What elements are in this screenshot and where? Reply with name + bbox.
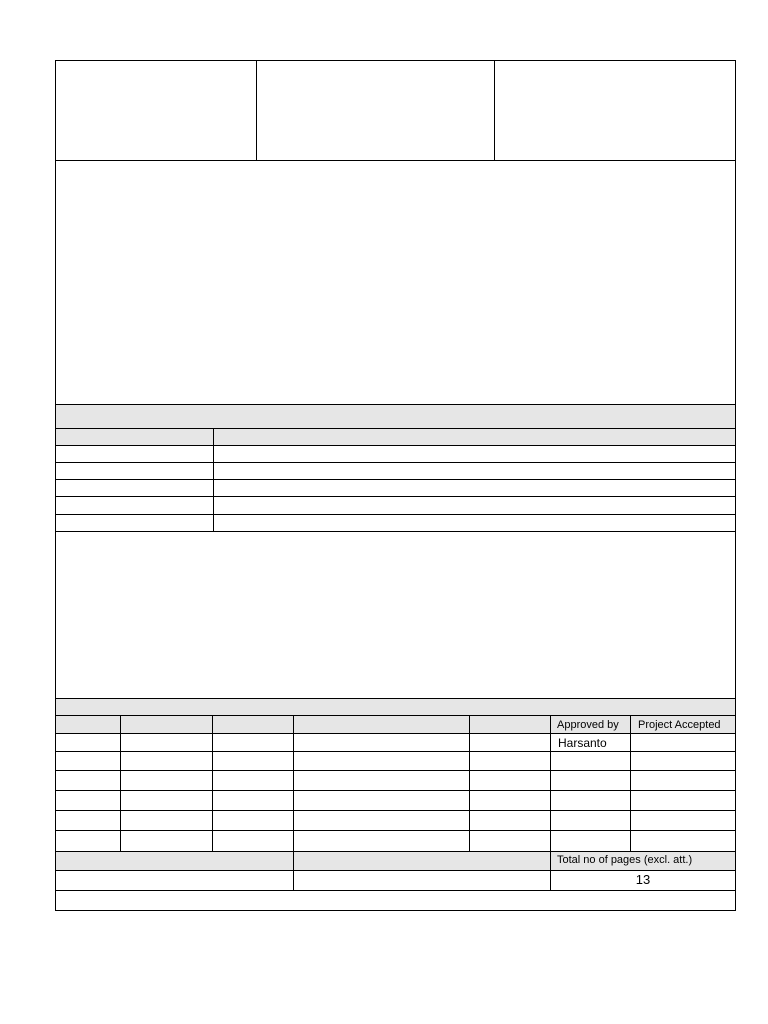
rev-rule-1 xyxy=(55,698,736,699)
project-accepted-header: Project Accepted xyxy=(638,719,721,731)
frame-right xyxy=(735,60,736,911)
header-divider-2 xyxy=(494,60,495,160)
header-divider-1 xyxy=(256,60,257,160)
total-pages-value: 13 xyxy=(635,872,651,887)
rev-col-divider-1 xyxy=(120,715,121,851)
rev-rule-4 xyxy=(55,751,736,752)
frame-bottom xyxy=(55,910,736,911)
document-info-header-band xyxy=(56,404,735,428)
header-bottom-rule xyxy=(55,160,736,161)
rev-col-divider-2 xyxy=(212,715,213,851)
info-column-divider xyxy=(213,428,214,531)
info-rule-5 xyxy=(55,479,736,480)
rev-rule-7 xyxy=(55,810,736,811)
rev-col-divider-4 xyxy=(469,715,470,851)
info-rule-4 xyxy=(55,462,736,463)
revision-column-header xyxy=(56,715,735,733)
info-rule-8 xyxy=(55,531,736,532)
rev-rule-6 xyxy=(55,790,736,791)
approved-by-value: Harsanto xyxy=(558,736,607,750)
info-rule-6 xyxy=(55,496,736,497)
rev-rule-9 xyxy=(55,851,736,852)
document-info-column-header xyxy=(56,428,735,445)
info-rule-1 xyxy=(55,404,736,405)
revision-header-band xyxy=(56,698,735,715)
rev-col-divider-3 xyxy=(293,715,294,890)
rev-col-divider-5 xyxy=(550,715,551,890)
rev-rule-5 xyxy=(55,770,736,771)
frame-top xyxy=(55,60,736,61)
rev-rule-8 xyxy=(55,830,736,831)
frame-left xyxy=(55,60,56,911)
rev-col-divider-6 xyxy=(630,715,631,851)
approved-by-header: Approved by xyxy=(557,719,619,731)
rev-rule-3 xyxy=(55,733,736,734)
rev-rule-10 xyxy=(55,870,736,871)
rev-rule-2 xyxy=(55,715,736,716)
info-rule-3 xyxy=(55,445,736,446)
total-pages-label: Total no of pages (excl. att.) xyxy=(557,854,693,866)
info-rule-2 xyxy=(55,428,736,429)
rev-rule-11 xyxy=(55,890,736,891)
info-rule-7 xyxy=(55,514,736,515)
